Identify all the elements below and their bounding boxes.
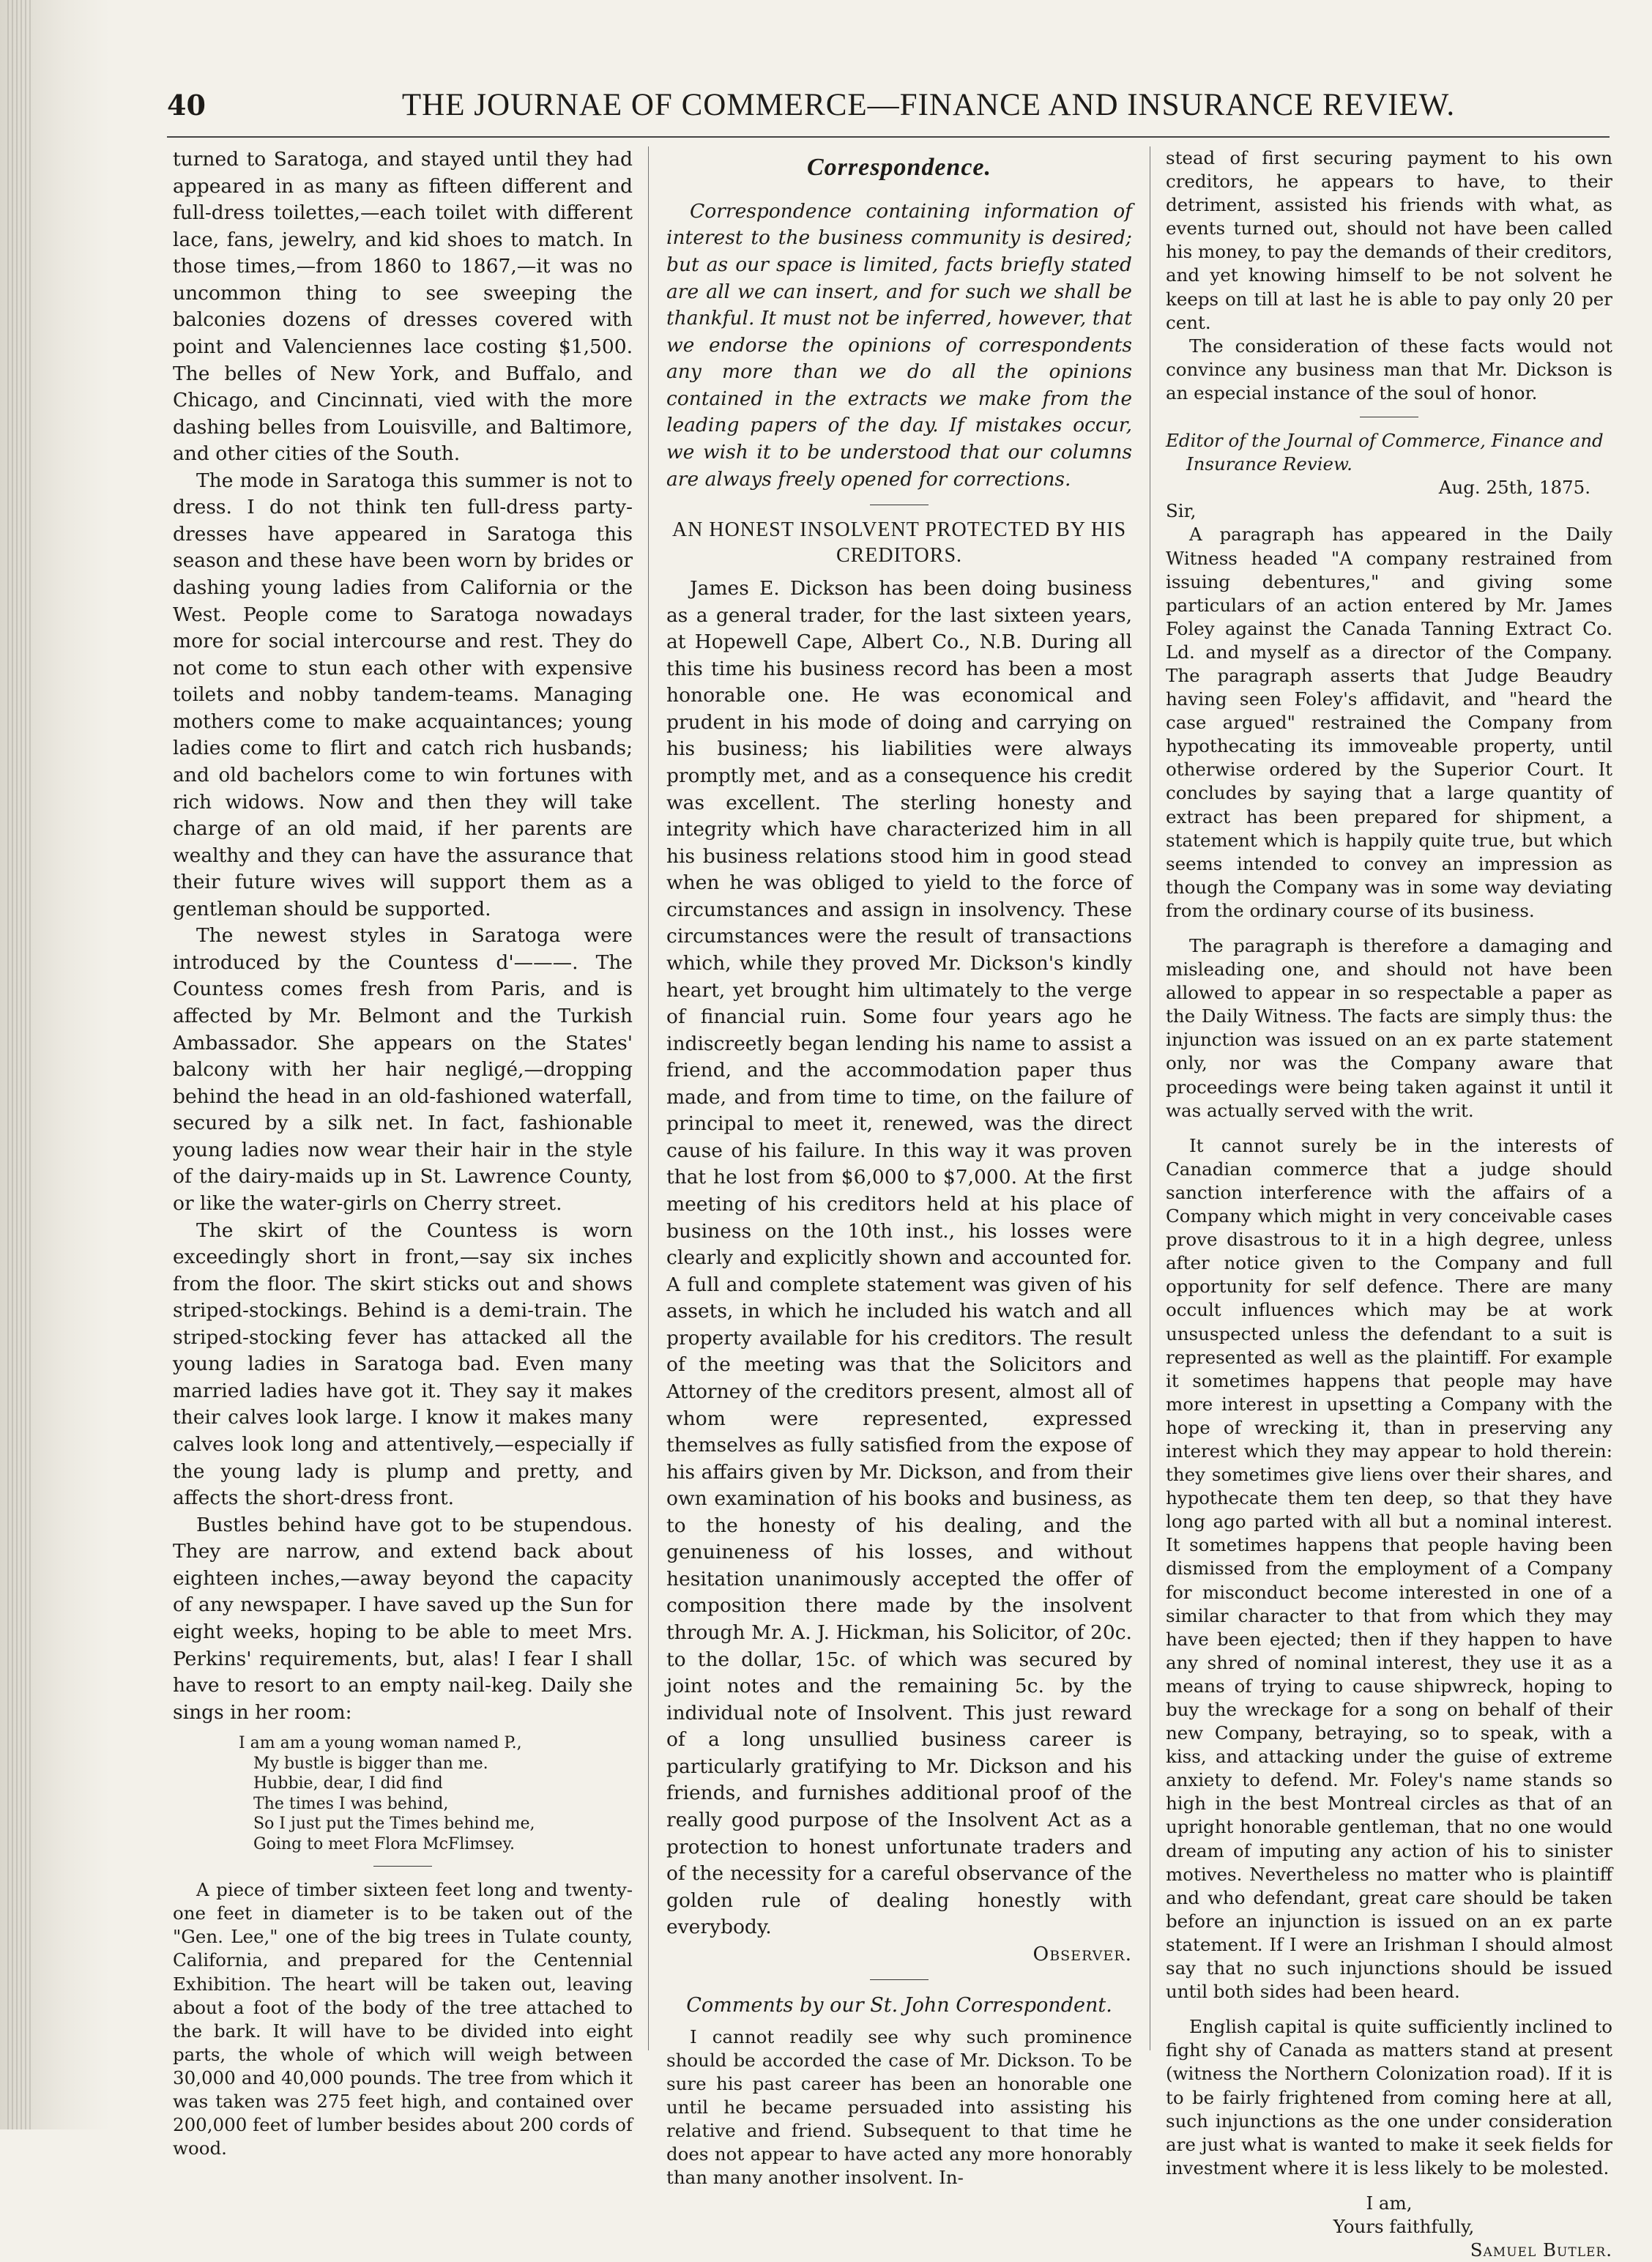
header-rule	[167, 136, 1610, 138]
verse-line: Going to meet Flora McFlimsey.	[253, 1834, 515, 1853]
letter-paragraph: English capital is quite sufficiently inclined to fight shy of Canada as matters stand at present (witness the Northern Colonization road). If it is to be fairly frightened from coming here at all, such injunctions as the one under consideration are just what is wanted to make it seek fields for investment where it is less likely to be molested.	[1166, 2016, 1612, 2179]
page-header	[167, 79, 1610, 130]
letter-signature: Samuel Butler.	[1470, 2239, 1612, 2261]
section-title: Correspondence.	[806, 154, 992, 181]
article-signature: Observer.	[1032, 1942, 1132, 1965]
column-divider-1	[648, 146, 649, 2050]
letter-paragraph: A paragraph has appeared in the Daily Witness headed "A company restrained from issuing debentures," and giving some particulars of an action entered by Mr. James Foley against the Canada Tanning Extract Co. Ld. and myself as a director of the Company. The paragraph asserts that Judge Beaudry having seen Foley's affidavit, and "heard the case argued" restrained the Company from hypothecating its immoveable property, until otherwise ordered by the Superior Court. It concludes by saying that a large quantity of extract has been prepared for shipment, a statement which is happily quite true, but which seems intended to convey an impression as though the Company was in some way deviating from the ordinary course of its business.	[1166, 524, 1612, 921]
article-paragraph: The newest styles in Saratoga were introduced by the Countess d'———. The Countess comes fresh from Paris, and is affected by Mr. Belmont and the Turkish Ambassador. She appears on the States' balcony with her hair negligé,—dropping behind the head in an old-fashioned waterfall, secured by a silk net. In fact, fashionable young ladies now wear their hair in the style of the dairy-maids up in St. Lawrence County, or like the water-girls on Cherry street.	[173, 924, 633, 1215]
verse-line: So I just put the Times behind me,	[253, 1815, 535, 1834]
letter-closing: Yours faithfully,	[1333, 2215, 1475, 2237]
column-right	[1166, 146, 1612, 2261]
verse-line: I am am a young woman named P.,	[239, 1734, 522, 1753]
verse-line: Hubbie, dear, I did find	[253, 1774, 443, 1793]
column-middle	[666, 146, 1132, 2189]
page-binding-edge	[0, 0, 110, 2129]
editorial-notice: Correspondence containing information of interest to the business community is desired; but as our space is limited, facts briefly stated are all we can insert, and for such we shall be thankful. It must not be inferred, however, that we endorse the opinions of correspondents any more than we do all the opinions contained in the extracts we make from the leading papers of the day. If mistakes occur, we wish it to be understood that our columns are always freely opened for corrections.	[666, 199, 1132, 491]
letter-closing: I am,	[1366, 2192, 1413, 2214]
letter-salutation: Sir,	[1166, 500, 1197, 522]
verse-line: My bustle is bigger than me.	[253, 1754, 488, 1773]
article-paragraph: The consideration of these facts would not convince any business man that Mr. Dickson is an especial instance of the soul of honor.	[1166, 335, 1612, 403]
letter-paragraph: It cannot surely be in the interests of Canadian commerce that a judge should sanction interference with the affairs of a Company which might in very conceivable cases prove disastrous to it in a high degree, unless after notice given to the Company and full opportunity for self defence. There are many occult influences which may be at work unsuspected unless the defendant to a suit is represented as well as the plaintiff. For example it sometimes happens that people may have more interest in upsetting a Company with the hope of wrecking it, than in preserving any interest which they may appear to hold therein: they sometimes give liens over their shares, and hypothecate them ten deep, so that they have long ago parted with all but a nominal interest. It sometimes happens that people having been dismissed from the employment of a Company for misconduct become interested in one of a similar character to that from which they may have been ejected; then if they happen to have any shred of nominal interest, they use it as a means of trying to cause shipwreck, hoping to buy the wreckage for a song on behalf of their new Company, betraying, so to speak, with a kiss, and attacking under the guise of extreme anxiety to defend. Mr. Foley's name stands so high in the best Montreal circles as that of an upright honorable gentleman, that no one would dream of imputing any action of his to sinister motives. Nevertheless no matter who is plaintiff and who defendant, great care should be taken before an injunction is issued on an ex parte statement. If I were an Irishman I should almost say that no such injunctions should be issued until both sides had been heard.	[1166, 1134, 1612, 2003]
page-number: 40	[167, 88, 206, 122]
section-rule	[373, 1866, 432, 1867]
article-headline: AN HONEST INSOLVENT PROTECTED BY HIS CREDITORS.	[671, 518, 1127, 568]
article-paragraph: The skirt of the Countess is worn exceedingly short in front,—say six inches from the floor. The skirt sticks out and shows striped-stockings. Behind is a demi-train. The striped-stocking fever has attacked all the young ladies in Saratoga bad. Even many married ladies have got it. They say it makes their calves look large. I know it makes many calves look long and attentively,—especially if the young lady is plump and pretty, and affects the short-dress front.	[173, 1219, 633, 1510]
masthead-title: THE JOURNAE OF COMMERCE—FINANCE AND INSURANCE REVIEW.	[401, 87, 1456, 122]
section-rule	[870, 1979, 929, 1980]
article-subhead: Comments by our St. John Correspondent.	[686, 1994, 1112, 2017]
verse-block	[239, 1733, 633, 1854]
article-paragraph: stead of first securing payment to his own creditors, he appears to have, to their detriment, assisted his friends with what, as events turned out, should not have been called his money, to pay the demands of their creditors, and yet knowing himself to be not solvent he keeps on till at last he is able to pay only 20 per cent.	[1166, 147, 1612, 333]
letter-dateline: Aug. 25th, 1875.	[1438, 477, 1590, 499]
column-left	[173, 146, 633, 2159]
letter-paragraph: The paragraph is therefore a damaging and misleading one, and should not have been allowed to appear in so respectable a paper as the Daily Witness. The facts are simply thus: the injunction was issued on an ex parte statement only, nor was the Company aware that proceedings were being taken against it until it was actually served with the writ.	[1166, 935, 1612, 1121]
letter-addressee: Editor of the Journal of Commerce, Finance and	[1166, 430, 1604, 452]
article-paragraph: Bustles behind have got to be stupendous. They are narrow, and extend back about eighteen inches,—away beyond the capacity of any newspaper. I have saved up the Sun for eight weeks, hoping to be able to meet Mrs. Perkins' requirements, but, alas! I fear I shall have to resort to an empty nail-keg. Daily she sings in her room:	[173, 1513, 633, 1724]
article-paragraph: James E. Dickson has been doing business as a general trader, for the last sixteen years, at Hopewell Cape, Albert Co., N.B. During all this time his business record has been a most honorable one. He was economical and prudent in his mode of doing and carrying on his business; his liabilities were always promptly met, and as a consequence his credit was excellent. The sterling honesty and integrity which have characterized him in all his business relations stood him in good stead when he was obliged to yield to the force of circumstances and assign in insolvency. These circumstances were the result of transactions which, while they proved Mr. Dickson's kindly heart, yet brought him ultimately to the verge of financial ruin. Some four years ago he indiscreetly began lending his name to assist a friend, and the accommodation paper thus made, and from time to time, on the failure of principal to meet it, renewed, was the direct cause of his failure. In this way it was proven that he lost from $6,000 to $7,000. At the first meeting of his creditors held at his place of business on the 10th inst., his losses were clearly and explicitly shown and accounted for. A full and complete statement was given of his assets, in which he included his watch and all property available for his creditors. The result of the meeting was that the Solicitors and Attorney of the creditors present, almost all of whom were represented, expressed themselves as fully satisfied from the expose of his affairs given by Mr. Dickson, and from their own examination of his books and business, as to the honesty of his dealing, and the genuineness of his losses, and without hesitation unanimously accepted the offer of composition there made by the insolvent through Mr. A. J. Hickman, his Solicitor, of 20c. to the dollar, 15c. of which was secured by joint notes and the remaining 5c. by the individual note of Insolvent. This just reward of a long unsullied business career is particularly gratifying to Mr. Dickson and his friends, and furnishes additional proof of the really good purpose of the Insolvent Act as a protection to honest unfortunate traders and of the necessity for a careful observance of the golden rule of dealing honestly with everybody.	[666, 577, 1132, 1939]
article-paragraph: I cannot readily see why such prominence should be accorded the case of Mr. Dickson. To be sure his past career has been an honorable one until he became persuaded into assisting his relative and friend. Subsequent to that time he does not appear to have acted any more honorably than many another insolvent. In-	[666, 2025, 1132, 2189]
article-paragraph: A piece of timber sixteen feet long and twenty-one feet in diameter is to be taken out of the "Gen. Lee," one of the big trees in Tulate county, California, and prepared for the Centennial Exhibition. The heart will be taken out, leaving about a foot of the body of the tree attached to the bark. It will have to be divided into eight parts, the whole of which will weigh between 30,000 and 40,000 pounds. The tree from which it was taken was 275 feet high, and contained over 200,000 feet of lumber besides about 200 cords of wood.	[173, 1879, 633, 2159]
article-paragraph: turned to Saratoga, and stayed until they had appeared in as many as fifteen different and full-dress toilettes,—each toilet with different lace, fans, jewelry, and kid shoes to match. In those times,—from 1860 to 1867,—it was no uncommon thing to see sweeping the balconies dozens of dresses covered with point and Valenciennes lace costing $1,500. The belles of New York, and Buffalo, and Chicago, and Cincinnati, vied with the more dashing belles from Louisville, and Baltimore, and other cities of the South.	[173, 148, 633, 466]
article-paragraph: The mode in Saratoga this summer is not to dress. I do not think ten full-dress party-dresses have appeared in Saratoga this season and these have been worn by brides or dashing young ladies from California or the West. People come to Saratoga nowadays more for social intercourse and rest. They do not come to stun each other with expensive toilets and nobby tandem-teams. Managing mothers come to make acquaintances; young ladies come to flirt and catch rich husbands; and old bachelors come to win fortunes with rich widows. Now and then they will take charge of an old maid, if her parents are wealthy and they can have the assurance that their future wives will support them as a gentleman should be supported.	[173, 469, 633, 920]
verse-line: The times I was behind,	[253, 1794, 449, 1813]
letter-addressee: Insurance Review.	[1186, 453, 1353, 475]
